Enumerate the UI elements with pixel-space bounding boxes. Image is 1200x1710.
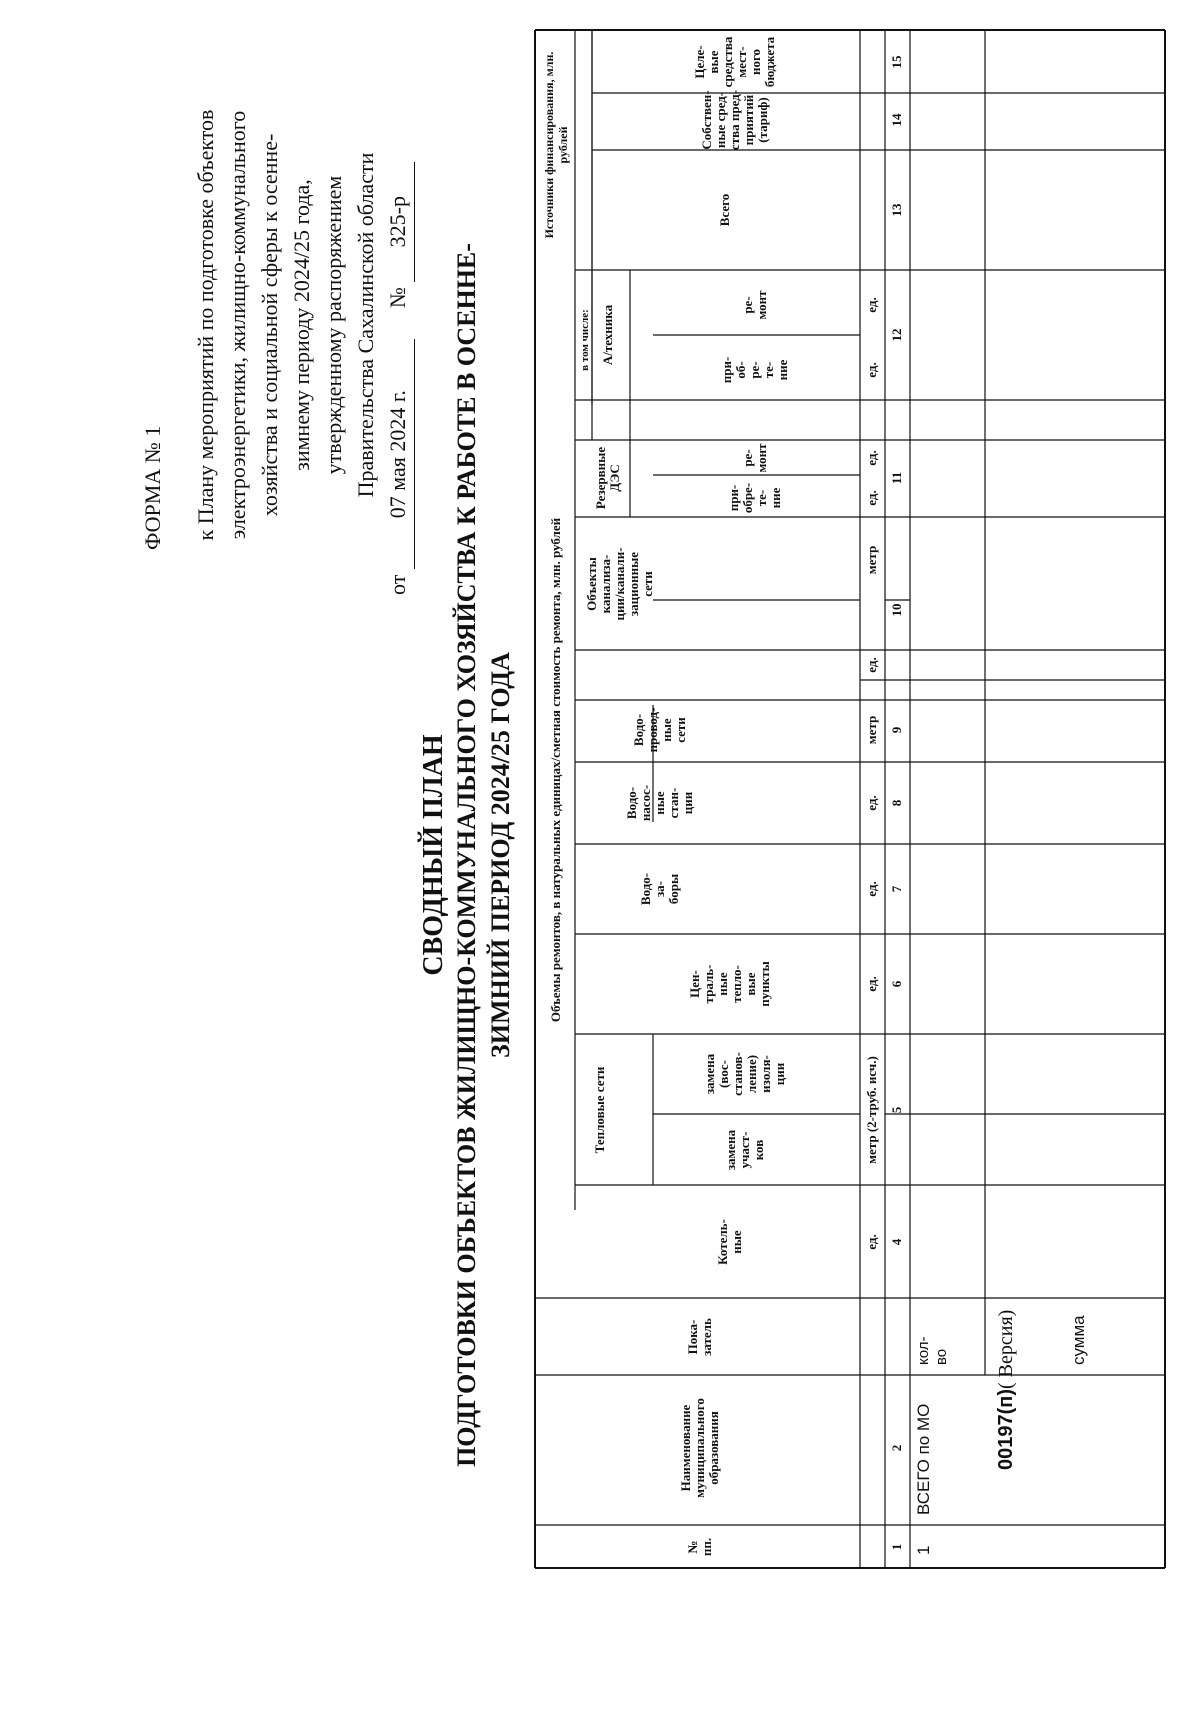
document-code-number: 00197(п)	[995, 1388, 1017, 1470]
col-header-vehicles: А/техника	[600, 304, 615, 366]
column-number: 4	[889, 1238, 904, 1246]
col-header-heat-networks: Тепловые сети	[592, 1066, 607, 1154]
column-number: 10	[889, 603, 904, 617]
in-that-number-label: в том числе:	[579, 309, 591, 371]
col-header-indicator: Пока- затель	[685, 1318, 714, 1356]
column-number: 13	[889, 203, 904, 217]
col-header-water-networks: Водо- провод- ные сети	[631, 707, 688, 753]
col-header-boilers: Котель- ные	[715, 1219, 744, 1265]
row-indicator-sum: сумма	[1069, 1315, 1088, 1365]
column-number: 8	[889, 799, 904, 807]
unit-cell: ед.	[864, 1234, 879, 1250]
unit-cell: метр	[864, 715, 879, 745]
unit-cell: метр	[864, 545, 879, 575]
unit-cell: метр (2-труб. исч.)	[864, 1056, 879, 1164]
unit-cell: ед.	[864, 881, 879, 897]
column-number: 11	[889, 471, 904, 485]
unit-cell: ед.	[864, 657, 879, 673]
group-header-volumes: Объемы ремонтов, в натуральных единицах/сметная стоимость ремонта, млн. рублей	[548, 517, 563, 1023]
group-header-sources: Источники финансирования, млн. рублей	[542, 51, 570, 239]
column-number: 15	[889, 55, 904, 69]
column-number: 2	[889, 1444, 904, 1452]
col-header-heat-replace-sections: замена участ- ков	[723, 1129, 766, 1171]
col-header-num: № пп.	[685, 1537, 714, 1557]
col-header-sewerage: Объекты канализа- ции/канали- зационные сети	[584, 547, 655, 621]
unit-cell: ед.	[864, 490, 879, 506]
col-header-local-budget: Целе- вые средства мест- ного бюджета	[692, 36, 777, 88]
date-prefix: от	[385, 574, 410, 595]
document-title: СВОДНЫЙ ПЛАН	[418, 734, 449, 976]
column-number: 6	[889, 980, 904, 988]
col-header-repair-vehicles: ре- монт	[740, 290, 769, 320]
col-header-repair: ре- монт	[740, 443, 769, 473]
approval-line: хозяйства и социальной сферы к осенне-	[257, 133, 282, 517]
col-header-acquisition-vehicles: при- об- ре- те- ние	[719, 356, 790, 384]
document-code	[995, 1310, 1018, 1470]
column-number: 1	[889, 1543, 904, 1551]
document-version: ( Версия)	[995, 1309, 1017, 1389]
form-label: ФОРМА № 1	[140, 425, 165, 550]
approval-line: зимнему периоду 2024/25 года,	[289, 179, 314, 471]
approval-line: утвержденному распоряжением	[321, 175, 346, 475]
column-number: 5	[889, 1106, 904, 1114]
date-value: 07 мая 2024 г.	[382, 339, 415, 569]
unit-cell: ед.	[864, 450, 879, 466]
col-header-central-heat-points: Цен- траль- ные тепло- вые пункты	[687, 961, 772, 1007]
approval-line: Правительства Сахалинской области	[353, 152, 378, 498]
row-number: 1	[914, 1545, 933, 1555]
col-header-water-pump-stations: Водо- насос- ные стан- ции	[624, 784, 695, 822]
col-header-municipality: Наименование муниципального образования	[678, 1398, 721, 1498]
col-header-water-intakes: Водо- за- боры	[638, 872, 681, 906]
approval-line: электроэнергетики, жилищно-коммунального	[225, 110, 250, 540]
row-municipality-name: ВСЕГО по МО	[914, 1403, 933, 1515]
document-subtitle-line2: ЗИМНИЙ ПЕРИОД 2024/25 ГОДА	[486, 652, 515, 1058]
unit-cell: ед.	[864, 976, 879, 992]
col-header-own-funds: Собствен- ные сред- ства пред- приятий (тариф)	[699, 89, 770, 151]
number-value: 325-р	[382, 162, 415, 282]
number-prefix: №	[385, 287, 410, 309]
column-number: 14	[889, 113, 904, 127]
column-number: 9	[889, 726, 904, 734]
col-header-reserve-dps: Резервные ДЭС	[593, 446, 622, 510]
approval-line: к Плану мероприятий по подготовке объектов	[193, 109, 218, 541]
row-indicator-quantity: кол- во	[915, 1336, 950, 1365]
col-header-acquisition: при- обре- те- ние	[726, 482, 783, 514]
unit-cell: ед.	[864, 362, 879, 378]
column-number: 12	[889, 328, 904, 342]
document-subtitle-line1: ПОДГОТОВКИ ОБЪЕКТОВ ЖИЛИЩНО-КОММУНАЛЬНОГО ХОЗЯЙСТВА К РАБОТЕ В ОСЕННЕ-	[452, 243, 481, 1467]
col-header-total: Всего	[717, 193, 732, 227]
column-number: 7	[889, 885, 904, 893]
col-header-heat-replace-insulation: замена (вос- станов- ление) изоля- ции	[702, 1052, 787, 1096]
unit-cell: ед.	[864, 795, 879, 811]
unit-cell: ед.	[864, 297, 879, 313]
